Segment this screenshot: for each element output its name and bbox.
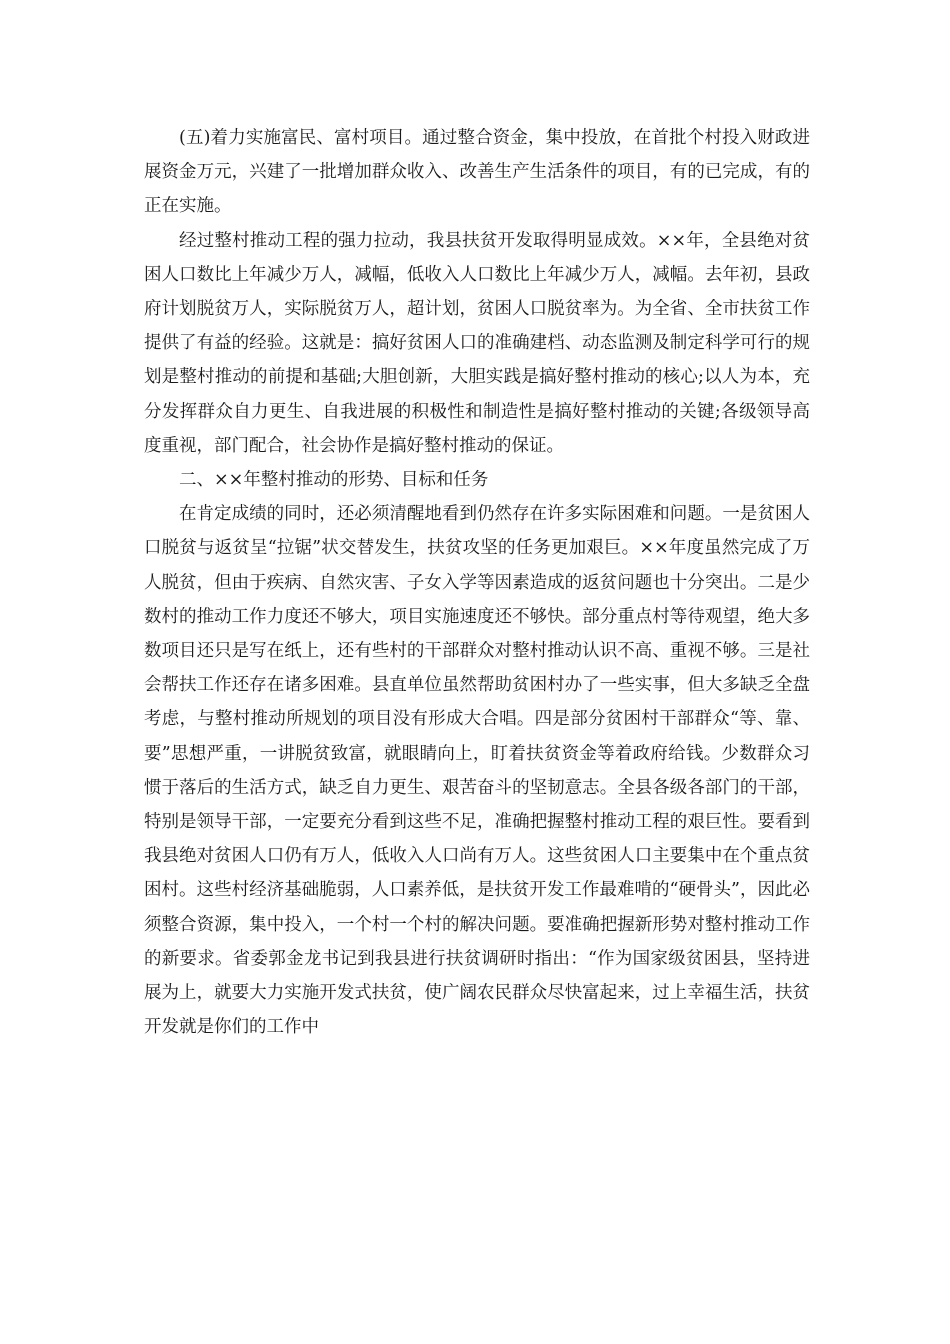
paragraph-project-implementation: (五)着力实施富民、富村项目。通过整合资金，集中投放，在首批个村投入财政进展资金万元，兴建了一批增加群众收入、改善生产生活条件的项目，有的已完成，有的正在实施。 [144,128,810,217]
document-body [144,121,810,1044]
paragraph-problems: 在肯定成绩的同时，还必须清醒地看到仍然存在许多实际困难和问题。一是贫困人口脱贫与返贫呈“拉锯”状交替发生，扶贫攻坚的任务更加艰巨。××年度虽然完成了万人脱贫，但由于疾病、自然灾害、子女入学等因素造成的返贫问题也十分突出。二是少数村的推动工作力度还不够大，项目实施速度还不够快。部分重点村等待观望，绝大多数项目还只是写在纸上，还有些村的干部群众对整村推动认识不高、重视不够。三是社会帮扶工作还存在诸多困难。县直单位虽然帮助贫困村办了一些实事，但大多缺乏全盘考虑，与整村推动所规划的项目没有形成大合唱。四是部分贫困村干部群众“等、靠、要”思想严重，一讲脱贫致富，就眼睛向上，盯着扶贫资金等着政府给钱。少数群众习惯于落后的生活方式，缺乏自力更生、艰苦奋斗的坚韧意志。全县各级各部门的干部，特别是领导干部，一定要充分看到这些不足，准确把握整村推动工程的艰巨性。要看到我县绝对贫困人口仍有万人，低收入人口尚有万人。这些贫困人口主要集中在个重点贫困村。这些村经济基础脆弱，人口素养低，是扶贫开发工作最难啃的“硬骨头”，因此必须整合资源，集中投入，一个村一个村的解决问题。要准确把握新形势对整村推动工作的新要求。省委郭金龙书记到我县进行扶贫调研时指出：“作为国家级贫困县，坚持进展为上，就要大力实施开发式扶贫，使广阔农民群众尽快富起来，过上幸福生活，扶贫开发就是你们的工作中 [144,504,810,1038]
section-heading: 二、××年整村推动的形势、目标和任务 [179,470,489,491]
paragraph-results-summary: 经过整村推动工程的强力拉动，我县扶贫开发取得明显成效。××年，全县绝对贫困人口数比上年减少万人，减幅，低收入人口数比上年减少万人，减幅。去年初，县政府计划脱贫万人，实际脱贫万人，超计划，贫困人口脱贫率为。为全省、全市扶贫工作提供了有益的经验。这就是：搞好贫困人口的准确建档、动态监测及制定科学可行的规划是整村推动的前提和基础;大胆创新，大胆实践是搞好整村推动的核心;以人为本，充分发挥群众自力更生、自我进展的积极性和制造性是搞好整村推动的关键;各级领导高度重视，部门配合，社会协作是搞好整村推动的保证。 [144,230,810,456]
